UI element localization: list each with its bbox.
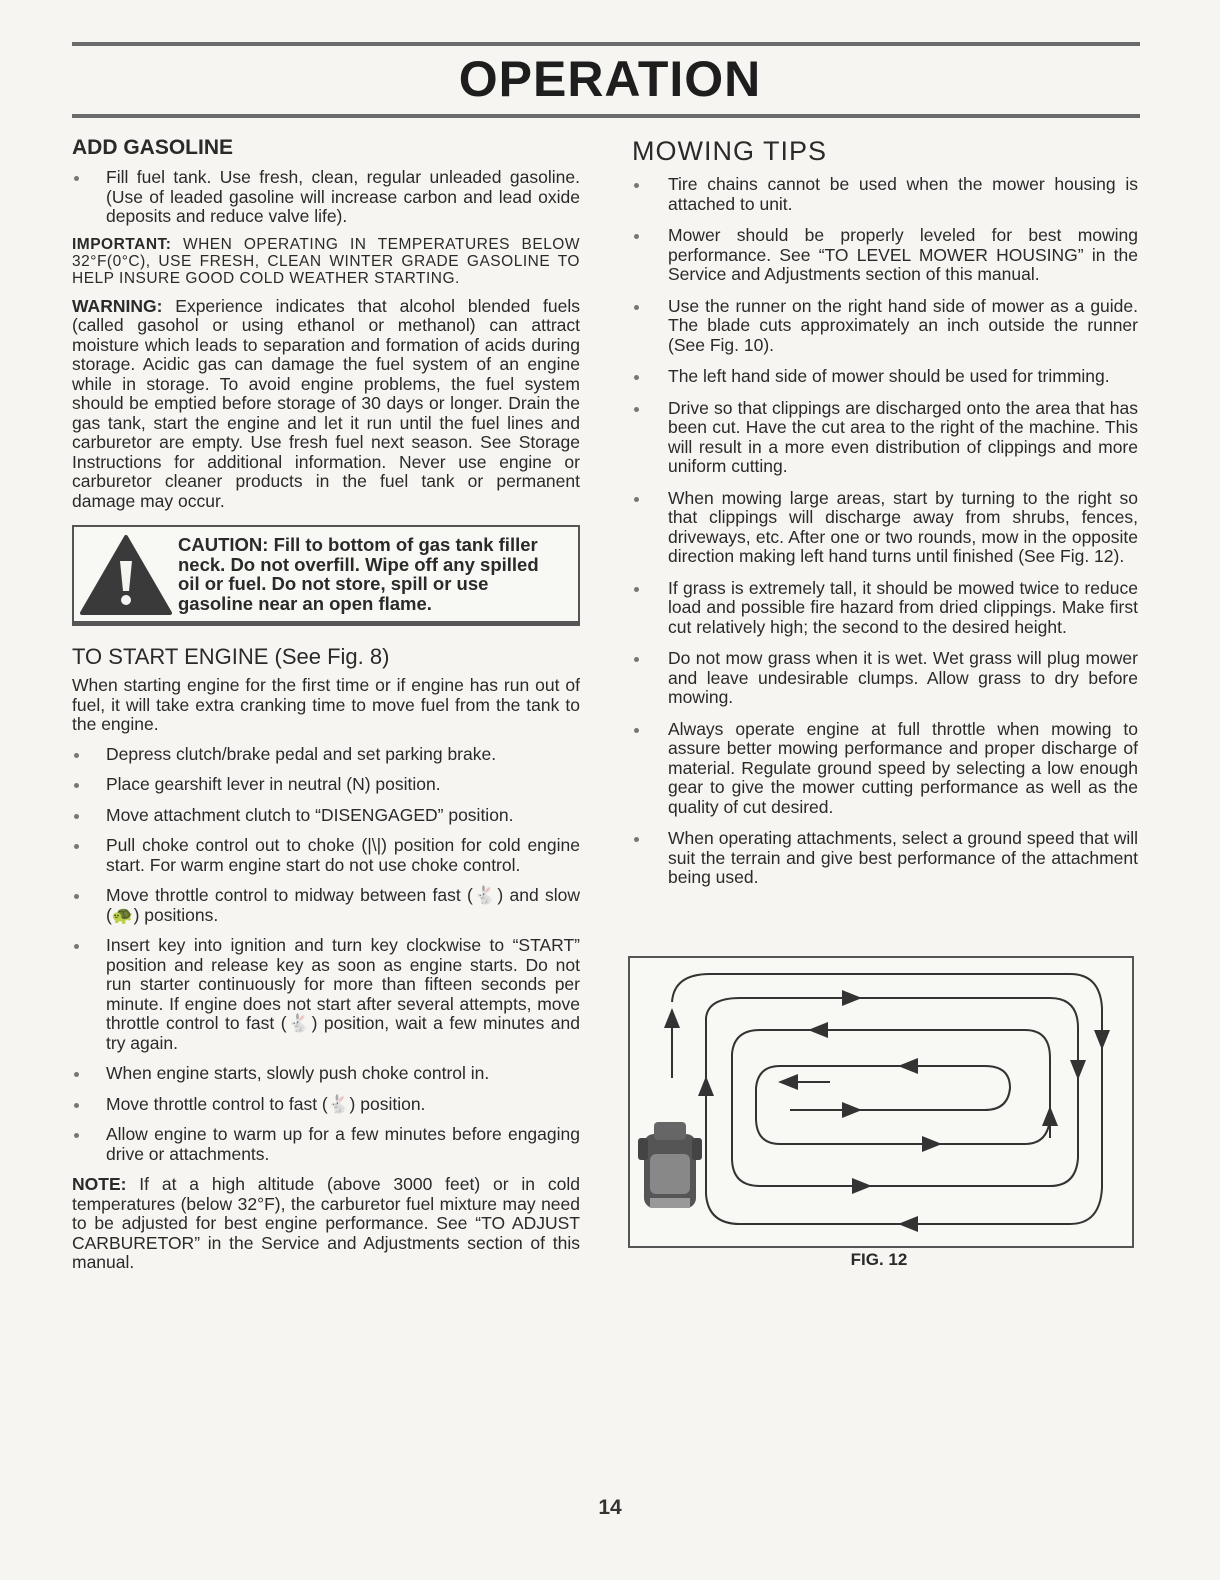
list-item: Drive so that clippings are discharged onto the area that has been cut. Have the cut area to the right of the machine. This will result in a more even distribution of clippings and more uniform cutting. bbox=[632, 399, 1138, 477]
warning-text: Experience indicates that alcohol blended fuels (called gasohol or using ethanol or methanol) can attract moisture which leads to separation and formation of acids during storage. Acidic gas can damage the fuel system of an engine while in storage. To avoid engine problems, the fuel system should be emptied before storage of 30 days or longer. Drain the gas tank, start the engine and let it run until the fuel lines and carburetor are empty. Use fresh fuel next season. See Storage Instructions for additional information. Never use engine or carburetor cleaner products in the fuel tank or permanent damage may occur. bbox=[72, 295, 580, 511]
title-underline bbox=[72, 114, 1140, 118]
page-number: 14 bbox=[598, 1496, 622, 1519]
list-item: Move attachment clutch to “DISENGAGED” position. bbox=[72, 806, 580, 826]
warning-triangle-icon bbox=[78, 533, 174, 617]
list-item: Do not mow grass when it is wet. Wet grass will plug mower and leave undesirable clumps. Allow grass to dry before mowing. bbox=[632, 649, 1138, 708]
list-item: Always operate engine at full throttle when mowing to assure better mowing performance and proper discharge of material. Regulate ground speed by selecting a low enough gear to give the mower cutting performance as well as the quality of cut desired. bbox=[632, 720, 1138, 818]
figure-caption: FIG. 12 bbox=[850, 1250, 908, 1269]
mowing-pattern-figure bbox=[628, 956, 1134, 1248]
important-label: IMPORTANT: bbox=[72, 235, 172, 253]
list-item: When mowing large areas, start by turning to the right so that clippings will discharge away from shrubs, fences, driveways, etc. After one or two rounds, mow in the opposite direction making left hand turns until finished (See Fig. 12). bbox=[632, 489, 1138, 567]
mowing-tips-heading: MOWING TIPS bbox=[632, 136, 828, 166]
list-item: When engine starts, slowly push choke control in. bbox=[72, 1064, 580, 1084]
list-item: When operating attachments, select a ground speed that will suit the terrain and give best performance of the attachment being used. bbox=[632, 829, 1138, 888]
note-label: NOTE: bbox=[72, 1174, 127, 1194]
add-gasoline-heading: ADD GASOLINE bbox=[72, 136, 234, 159]
start-engine-intro: When starting engine for the first time or if engine has run out of fuel, it will take extra cranking time to move fuel from the tank to the engine. bbox=[72, 675, 580, 734]
list-item: Fill fuel tank. Use fresh, clean, regular unleaded gasoline. (Use of leaded gasoline will increase carbon and lead oxide deposits and reduce valve life). bbox=[72, 168, 580, 227]
mowing-pattern-diagram bbox=[630, 958, 1132, 1246]
warning-paragraph bbox=[72, 297, 580, 512]
list-item: Depress clutch/brake pedal and set parking brake. bbox=[72, 745, 580, 765]
tractor-icon bbox=[638, 1122, 702, 1208]
list-item: Move throttle control to midway between fast (🐇) and slow (🐢) positions. bbox=[72, 886, 580, 925]
important-text: WHEN OPERATING IN TEMPERATURES BELOW 32°F(0°C), USE FRESH, CLEAN WINTER GRADE GASOLINE TO HELP INSURE GOOD COLD WEATHER STARTING. bbox=[72, 235, 580, 287]
caution-text: CAUTION: Fill to bottom of gas tank filler neck. Do not overfill. Wipe off any spilled oil or fuel. Do not store, spill or use gasoline near an open flame. bbox=[178, 534, 539, 614]
start-engine-heading: TO START ENGINE (See Fig. 8) bbox=[72, 644, 390, 669]
list-item: Allow engine to warm up for a few minutes before engaging drive or attachments. bbox=[72, 1125, 580, 1164]
right-column bbox=[632, 136, 1138, 900]
list-item: Place gearshift lever in neutral (N) position. bbox=[72, 775, 580, 795]
note-text: If at a high altitude (above 3000 feet) or in cold temperatures (below 32°F), the carburetor fuel mixture may need to be adjusted for best engine performance. See “TO ADJUST CARBURETOR” in the Service and Adjustments section of this manual. bbox=[72, 1174, 580, 1272]
add-gasoline-list bbox=[72, 168, 580, 227]
warning-label: WARNING: bbox=[72, 295, 163, 316]
list-item: Move throttle control to fast (🐇) position. bbox=[72, 1095, 580, 1115]
note-paragraph bbox=[72, 1175, 580, 1273]
list-item: The left hand side of mower should be used for trimming. bbox=[632, 367, 1138, 387]
mowing-path-outer bbox=[672, 974, 1102, 1224]
list-item: Pull choke control out to choke (|\|) position for cold engine start. For warm engine start do not use choke control. bbox=[72, 836, 580, 875]
mowing-tips-list bbox=[632, 175, 1138, 888]
start-engine-steps bbox=[72, 745, 580, 1165]
list-item: Tire chains cannot be used when the mower housing is attached to unit. bbox=[632, 175, 1138, 214]
top-rule bbox=[72, 42, 1140, 46]
page-title: OPERATION bbox=[458, 51, 762, 107]
list-item: Insert key into ignition and turn key clockwise to “START” position and release key as soon as engine starts. Do not run starter continuously for more than fifteen seconds per minute. If engine does not start after several attempts, move throttle control to fast (🐇) position, wait a few minutes and try again. bbox=[72, 936, 580, 1053]
caution-box bbox=[72, 525, 580, 626]
left-column bbox=[72, 136, 580, 1273]
important-paragraph bbox=[72, 236, 580, 287]
list-item: Mower should be properly leveled for best mowing performance. See “TO LEVEL MOWER HOUSING” in the Service and Adjustments section of this manual. bbox=[632, 226, 1138, 285]
list-item: If grass is extremely tall, it should be mowed twice to reduce load and possible fire hazard from dried clippings. Make first cut relatively high; the second to the desired height. bbox=[632, 579, 1138, 638]
list-item: Use the runner on the right hand side of mower as a guide. The blade cuts approximately an inch outside the runner (See Fig. 10). bbox=[632, 297, 1138, 356]
